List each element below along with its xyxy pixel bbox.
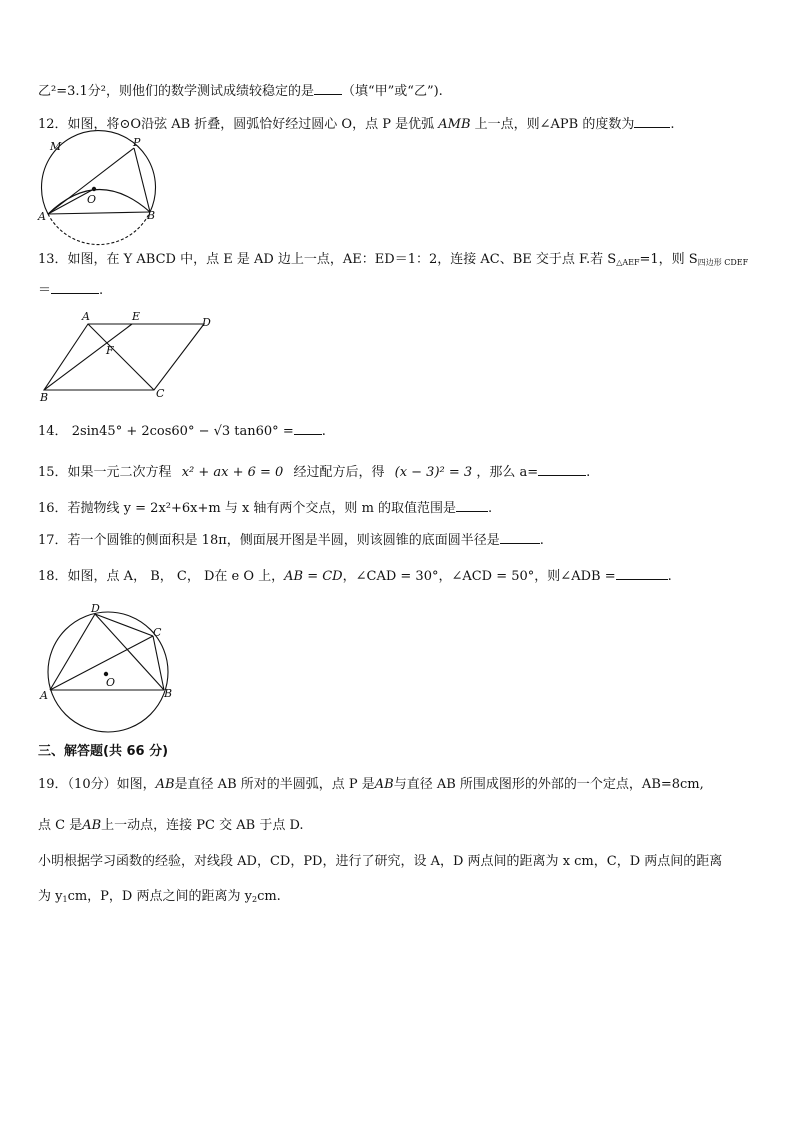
q16-end: . [488,501,493,516]
fig13-parallelogram [44,324,204,390]
q12-after: 上一点，则∠APB 的度数为 [474,117,635,132]
q19-line1c: 与直径 AB 所围成图形的外部的一个定点，AB=8cm, [393,777,704,792]
q19-line4b: cm，P，D 两点之间的距离为 y [67,889,252,904]
q11-tail [38,82,443,101]
q13-eq: ＝ [38,283,52,298]
q15-blank[interactable] [538,463,586,476]
q13-end: . [99,283,104,298]
q19-arc3: AB [82,818,102,833]
fig12-label-o: O [87,193,97,206]
fig18-label-d: D [91,602,100,615]
q19-line1b: 是直径 AB 所对的半圆弧，点 P 是 [174,777,375,792]
q13-line1 [38,251,748,272]
q12-text: 12．如图，将⊙O沿弦 AB 折叠，圆弧恰好经过圆心 O，点 P 是优弧 [38,117,435,132]
figure-12 [36,136,166,246]
fig18-line-cb [153,636,164,690]
fig12-label-a: A [38,210,46,223]
fig12-label-p: P [133,136,141,149]
fig13-label-e: E [132,310,141,323]
q15-end: . [586,465,591,480]
q15-text: 15．如果一元二次方程 [38,465,172,480]
fig13-label-c: C [156,387,165,400]
q14-expr: 2sin45° + 2cos60° − √3 tan60° = [71,424,294,439]
q18-blank[interactable] [616,567,668,580]
q12-arc: AMB [438,117,471,132]
q16-text: 16．若抛物线 y = 2x²+6x+m 与 x 轴有两个交点，则 m 的取值范围是 [38,501,457,516]
q17 [38,531,544,550]
q12-end: . [670,117,675,132]
figure-18 [36,600,186,740]
fig13-label-a: A [82,310,90,323]
fig13-label-d: D [202,316,211,329]
q19-line4c: cm. [257,889,281,904]
q12-blank[interactable] [634,115,670,128]
fig18-label-c: C [153,626,162,639]
q19-line2 [38,817,304,835]
q11-blank[interactable] [314,82,342,95]
q13-sub2: 四边形 CDEF [697,258,749,267]
q19-line4a: 为 y [38,889,63,904]
q15-after: ，那么 a= [476,465,539,480]
fig18-label-o: O [106,676,116,689]
fig18-label-a: A [40,689,48,702]
q17-end: . [539,533,544,548]
q18-end: . [667,569,672,584]
q12 [38,115,675,134]
fig13-line-be [44,324,132,390]
fig12-label-m: M [50,140,62,153]
q18 [38,567,672,586]
q15-eq1: x² + ax + 6 = 0 [181,465,284,480]
q13-blank[interactable] [51,281,99,294]
q11-after: （填“甲”或“乙”). [342,84,443,99]
q11-text: 乙²=3.1分²，则他们的数学测试成绩较稳定的是 [38,84,314,99]
q13-sub1: △AEF [616,258,640,267]
fig12-chord-ab [48,212,150,214]
fig13-line-ac [88,324,154,390]
q19-arc2: AB [374,777,394,792]
q18-text: 18．如图，点 A， B， C， D在 e O 上， [38,569,285,584]
q15-mid: 经过配方后，得 [293,465,385,480]
fig12-dashed-arc [48,212,150,245]
q13-mid: =1，则 S [639,252,698,267]
fig18-line-dc [95,614,153,636]
q19-arc1: AB [155,777,175,792]
q17-text: 17．若一个圆锥的侧面积是 18π，侧面展开图是半圆，则该圆锥的底面圆半径是 [38,533,500,548]
q15-eq2: (x − 3)² = 3 [394,465,473,480]
q19-line2a: 点 C 是 [38,818,83,833]
figure-13 [36,308,226,404]
q16-blank[interactable] [456,499,488,512]
fig12-center-dot [92,187,96,191]
q17-blank[interactable] [500,531,540,544]
q13-text: 13．如图，在 Y ABCD 中，点 E 是 AD 边上一点，AE：ED＝1：2，连接 AC、BE 交于点 F.若 S [38,252,617,267]
fig13-label-b: B [40,391,49,404]
fig12-label-b: B [147,209,156,222]
q18-mid: ，∠CAD = 30°，∠ACD = 50°，则∠ADB = [342,569,616,584]
fig18-circle [48,612,168,732]
q14-end: . [321,424,326,439]
q19-line1a: 19．（10分）如图， [38,777,156,792]
q14-num: 14． [38,424,68,439]
section-heading: 三、解答题(共 66 分) [38,744,169,759]
q19-line2b: 上一动点，连接 PC 交 AB 于点 D. [101,818,304,833]
q13-line2 [38,281,103,300]
q14 [38,422,326,441]
q19-line4: 为 $y_1cm$，P，D 两点之间的距离为 $y_2cm$. [38,889,281,904]
q19-line3: 小明根据学习函数的经验，对线段 AD，CD，PD，进行了研究，设 A，D 两点间的距离为 x cm，C，D 两点间的距离 [38,854,723,869]
q15 [38,463,590,482]
q19-line1 [38,776,704,794]
q14-blank[interactable] [294,422,322,435]
fig18-label-b: B [164,687,173,700]
q16 [38,499,492,518]
q18-arcs: AB = CD [284,569,343,584]
fig13-label-f: F [106,344,114,357]
